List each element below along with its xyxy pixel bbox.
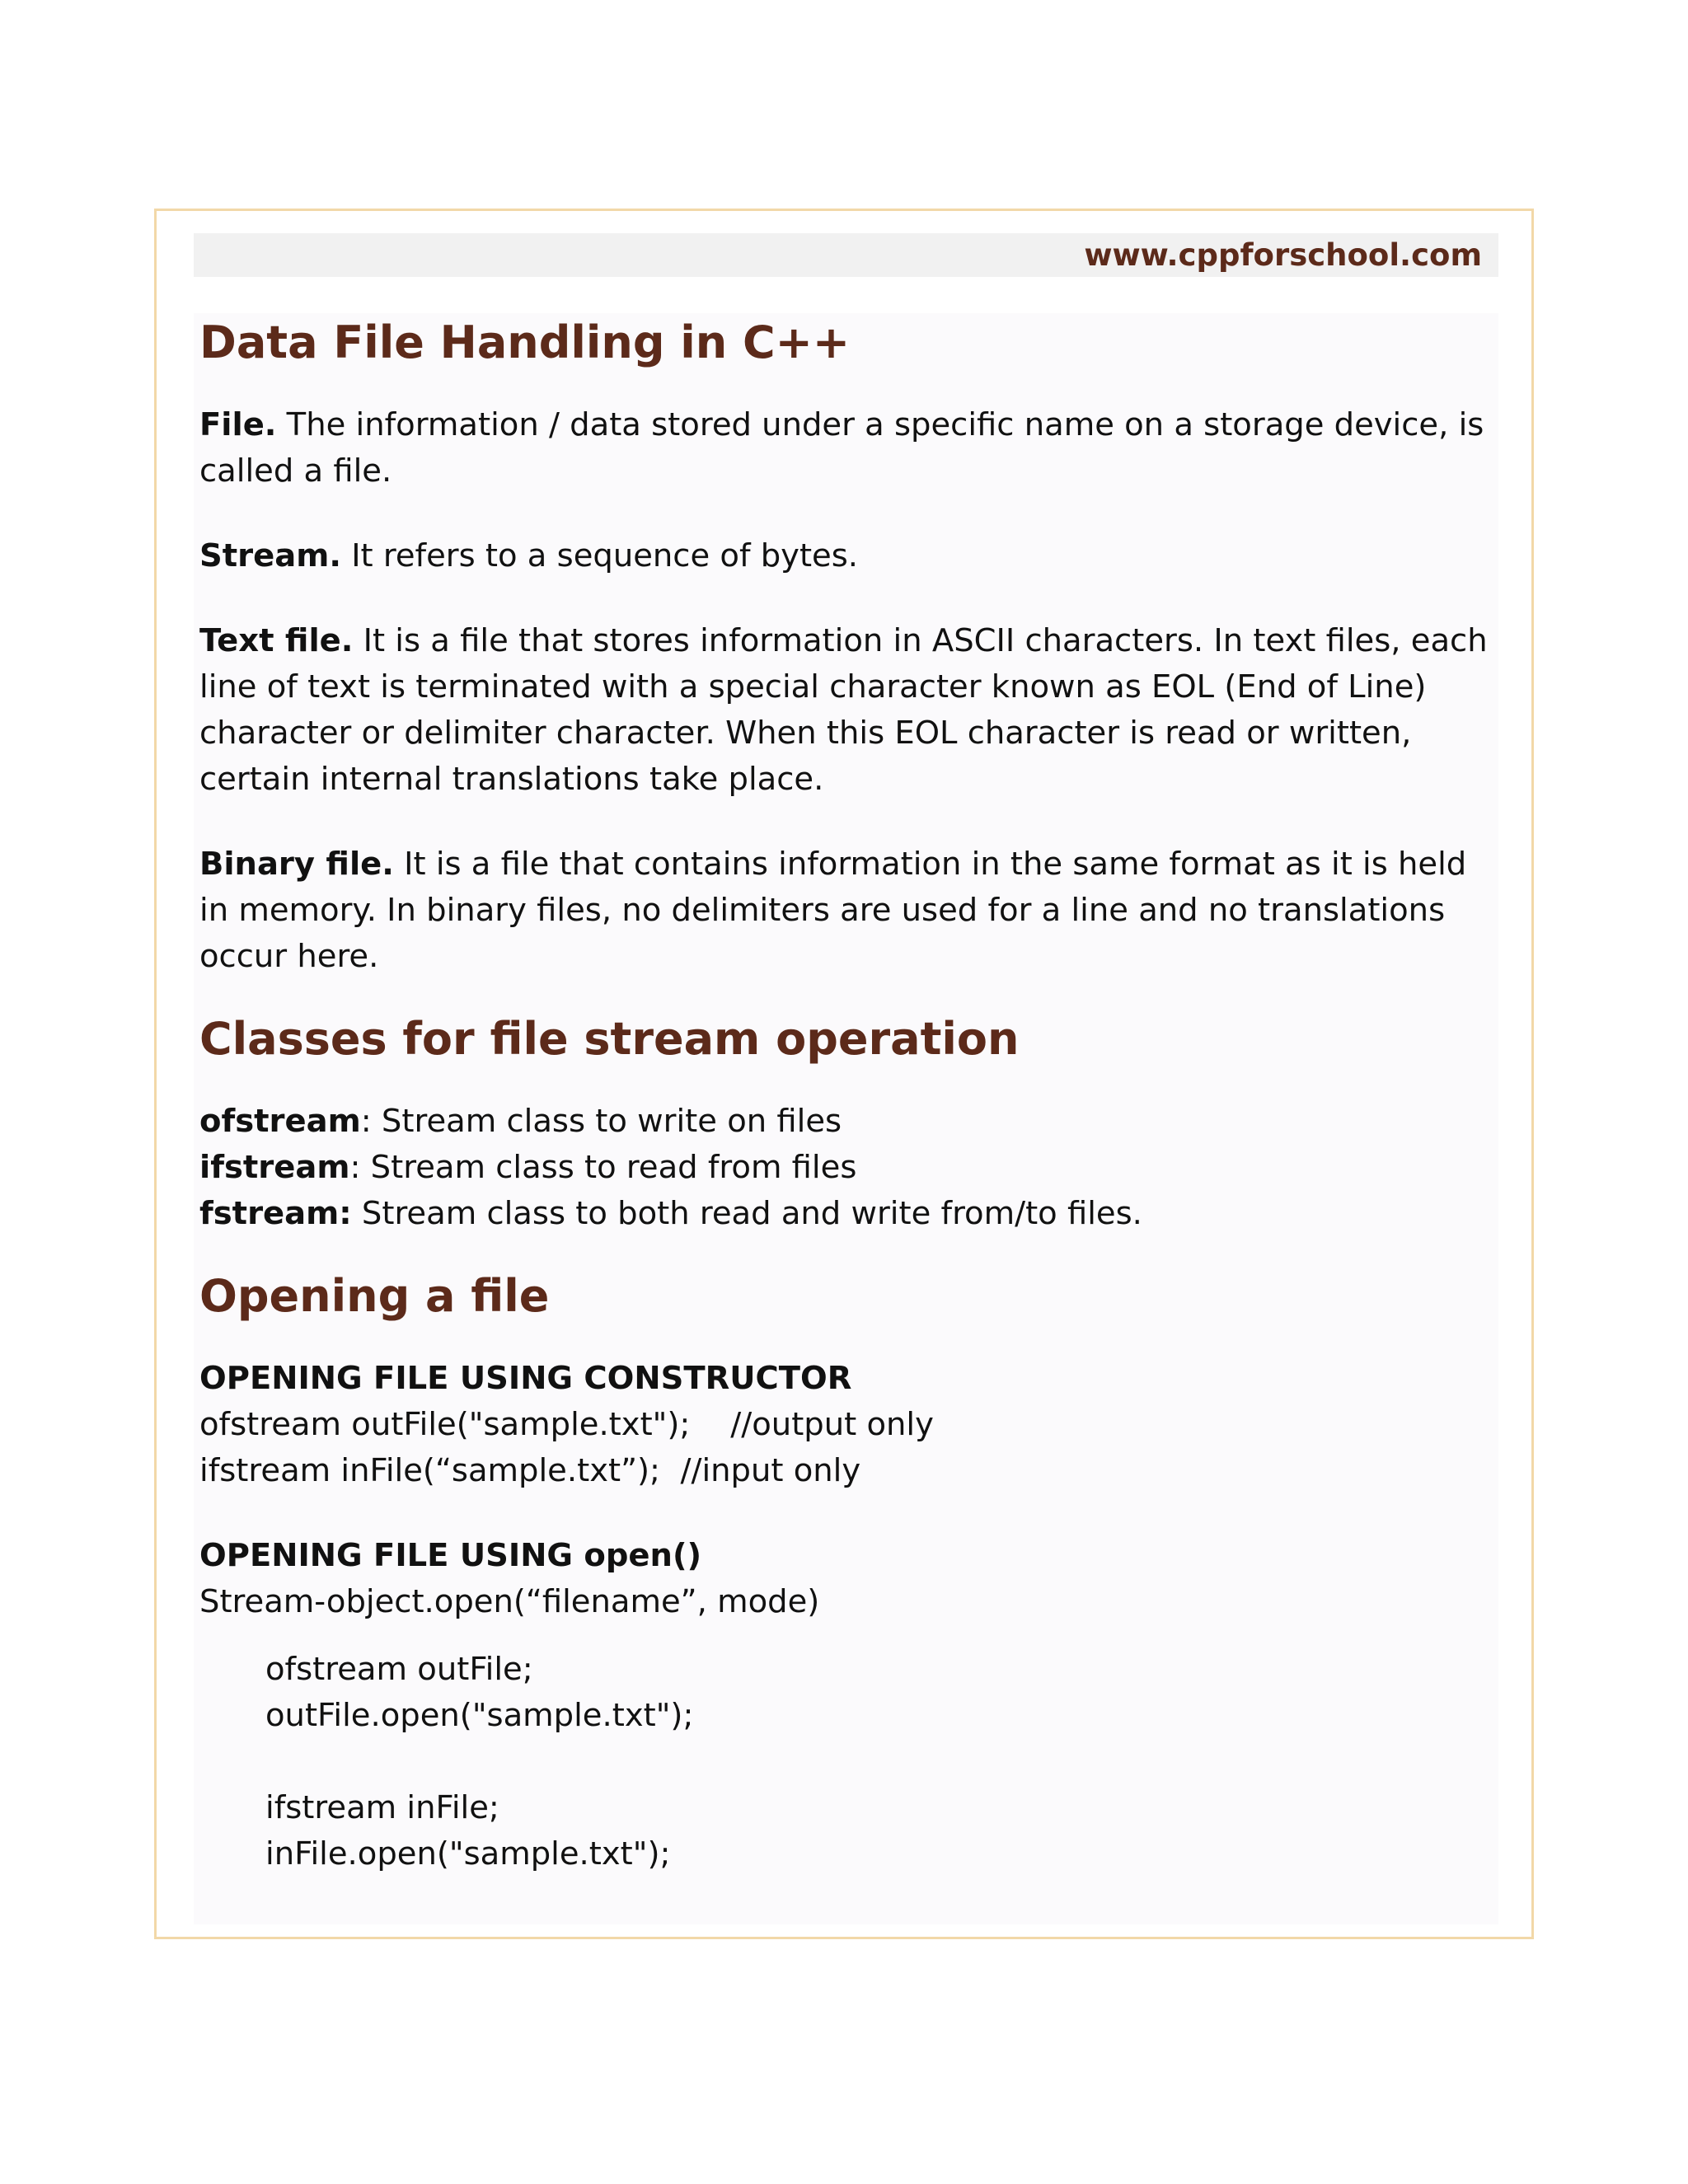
definition-text: It is a file that stores information in ASCII characters. In text files, each line of text is terminated with a special character known as EOL (End of Line) character or delimiter character. When this EOL character is read or written, certain internal translations take place. [199,622,1488,798]
definition-file [199,402,1492,494]
code-example [199,1647,1492,1877]
definition-term: Stream. [199,537,341,574]
document-content [194,313,1498,1924]
class-term: fstream: [199,1195,352,1232]
site-url[interactable]: www.cppforschool.com [1084,237,1482,273]
open-method-block [199,1533,1492,1877]
definition-term: Binary file. [199,846,394,883]
open-method-syntax: Stream-object.open(“filename”, mode) [199,1583,820,1620]
definition-text: It refers to a sequence of bytes. [340,537,859,574]
open-method-heading: OPENING FILE USING open() [199,1537,702,1574]
class-item-ofstream [199,1099,1492,1145]
constructor-line: ofstream outFile("sample.txt"); //output only [199,1406,934,1443]
definition-stream [199,533,1492,579]
site-url-bar [194,233,1498,277]
class-desc: : Stream class to read from files [349,1149,857,1186]
class-desc: Stream class to both read and write from/to files. [351,1195,1142,1232]
page-title: Data File Handling in C++ [199,316,851,368]
classes-heading: Classes for file stream operation [199,1013,1020,1065]
definition-term: Text file. [199,622,354,659]
opening-heading: Opening a file [199,1270,550,1322]
constructor-line: ifstream inFile(“sample.txt”); //input only [199,1452,861,1489]
code-line: inFile.open("sample.txt"); [265,1835,671,1872]
class-item-fstream [199,1191,1492,1237]
definition-text-file [199,618,1492,803]
definition-text: The information / data stored under a specific name on a storage device, is called a file. [199,406,1484,490]
definition-binary-file [199,841,1492,980]
constructor-heading: OPENING FILE USING CONSTRUCTOR [199,1360,852,1397]
code-blank-line [265,1739,1492,1785]
code-line: ofstream outFile; [265,1651,533,1688]
class-desc: : Stream class to write on files [360,1103,842,1140]
code-line: ifstream inFile; [265,1789,499,1826]
code-line: outFile.open("sample.txt"); [265,1697,694,1734]
class-item-ifstream [199,1145,1492,1191]
definition-term: File. [199,406,277,443]
definition-text: It is a file that contains information in the same format as it is held in memory. In binary files, no delimiters are used for a line and no translations occur here. [199,846,1467,975]
classes-list [199,1099,1492,1237]
constructor-block [199,1356,1492,1494]
class-term: ifstream [199,1149,350,1186]
class-term: ofstream [199,1103,361,1140]
